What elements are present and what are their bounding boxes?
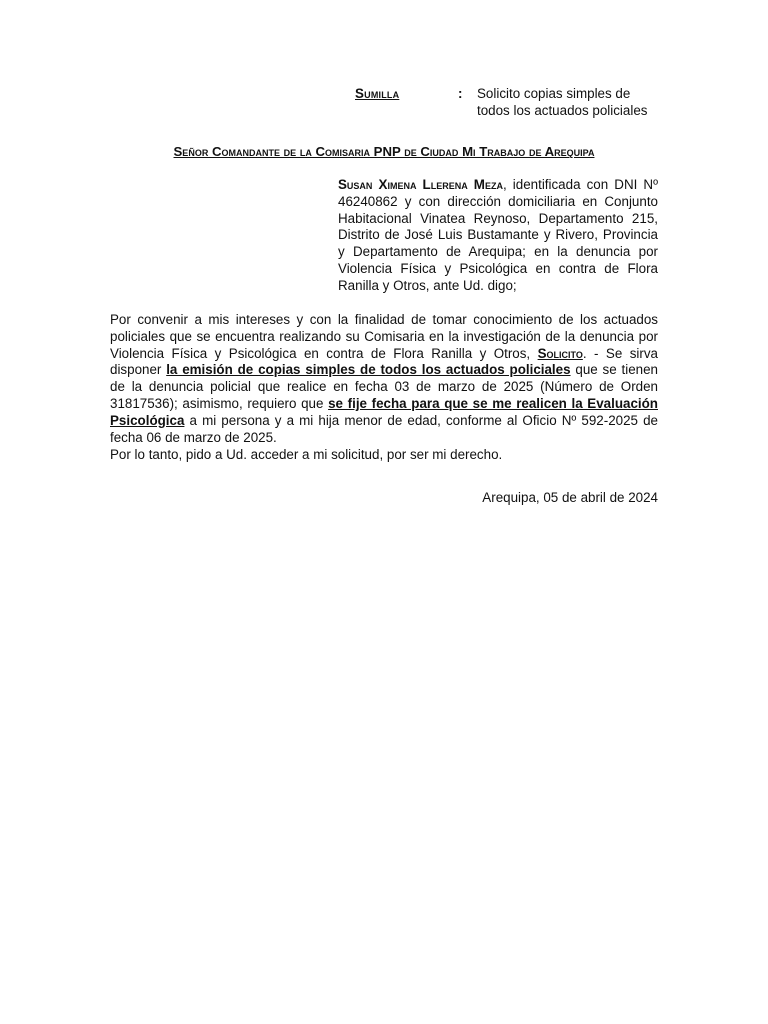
sumilla-colon: : [458,86,463,101]
intro-paragraph [338,177,658,295]
request-text-3: que se tienen de la denuncia policial que realice en fecha 03 de marzo de 2025 (Número de Orden 31817536); asimismo, requiero que [110,362,658,411]
request-text-1: Por convenir a mis intereses y con la finalidad de tomar conocimiento de los actuados policiales que se encuentra realizando su Comisaria en la investigación de la denuncia por Violencia Física y Psicológica en contra de Flora Ranilla y Otros, [110,312,658,361]
request-emphasis-evaluation: se fije fecha para que se me realicen la Evaluación Psicológica [110,395,658,428]
date-line: Arequipa, 05 de abril de 2024 [482,490,658,505]
request-text-2: . - Se sirva disponer [110,345,658,378]
sumilla-block [355,86,658,120]
solicito-keyword: Solicito [537,345,583,361]
sumilla-text: Solicito copias simples de todos los actuados policiales [477,86,648,118]
sumilla-label: Sumilla [355,86,400,101]
intro-text: , identificada con DNI Nº 46240862 y con dirección domiciliaria en Conjunto Habitacional Vinatea Reynoso, Departamento 215, Distrito de José Luis Bustamante y Rivero, Provincia y Departamento de Arequipa; en la denuncia por Violencia Física y Psicológica en contra de Flora Ranilla y Otros, ante Ud. digo; [338,177,658,293]
closing-paragraph: Por lo tanto, pido a Ud. acceder a mi solicitud, por ser mi derecho. [110,447,503,462]
request-text-4: a mi persona y a mi hija menor de edad, conforme al Oficio Nº 592-2025 de fecha 06 de marzo de 2025. [110,412,658,445]
applicant-name: Susan Ximena Llerena Meza [338,177,503,192]
addressee-heading: Señor Comandante de la Comisaria PNP de Ciudad Mi Trabajo de Arequipa [173,144,595,159]
request-paragraph [110,312,658,446]
request-emphasis-copies: la emisión de copias simples de todos los actuados policiales [166,362,571,378]
